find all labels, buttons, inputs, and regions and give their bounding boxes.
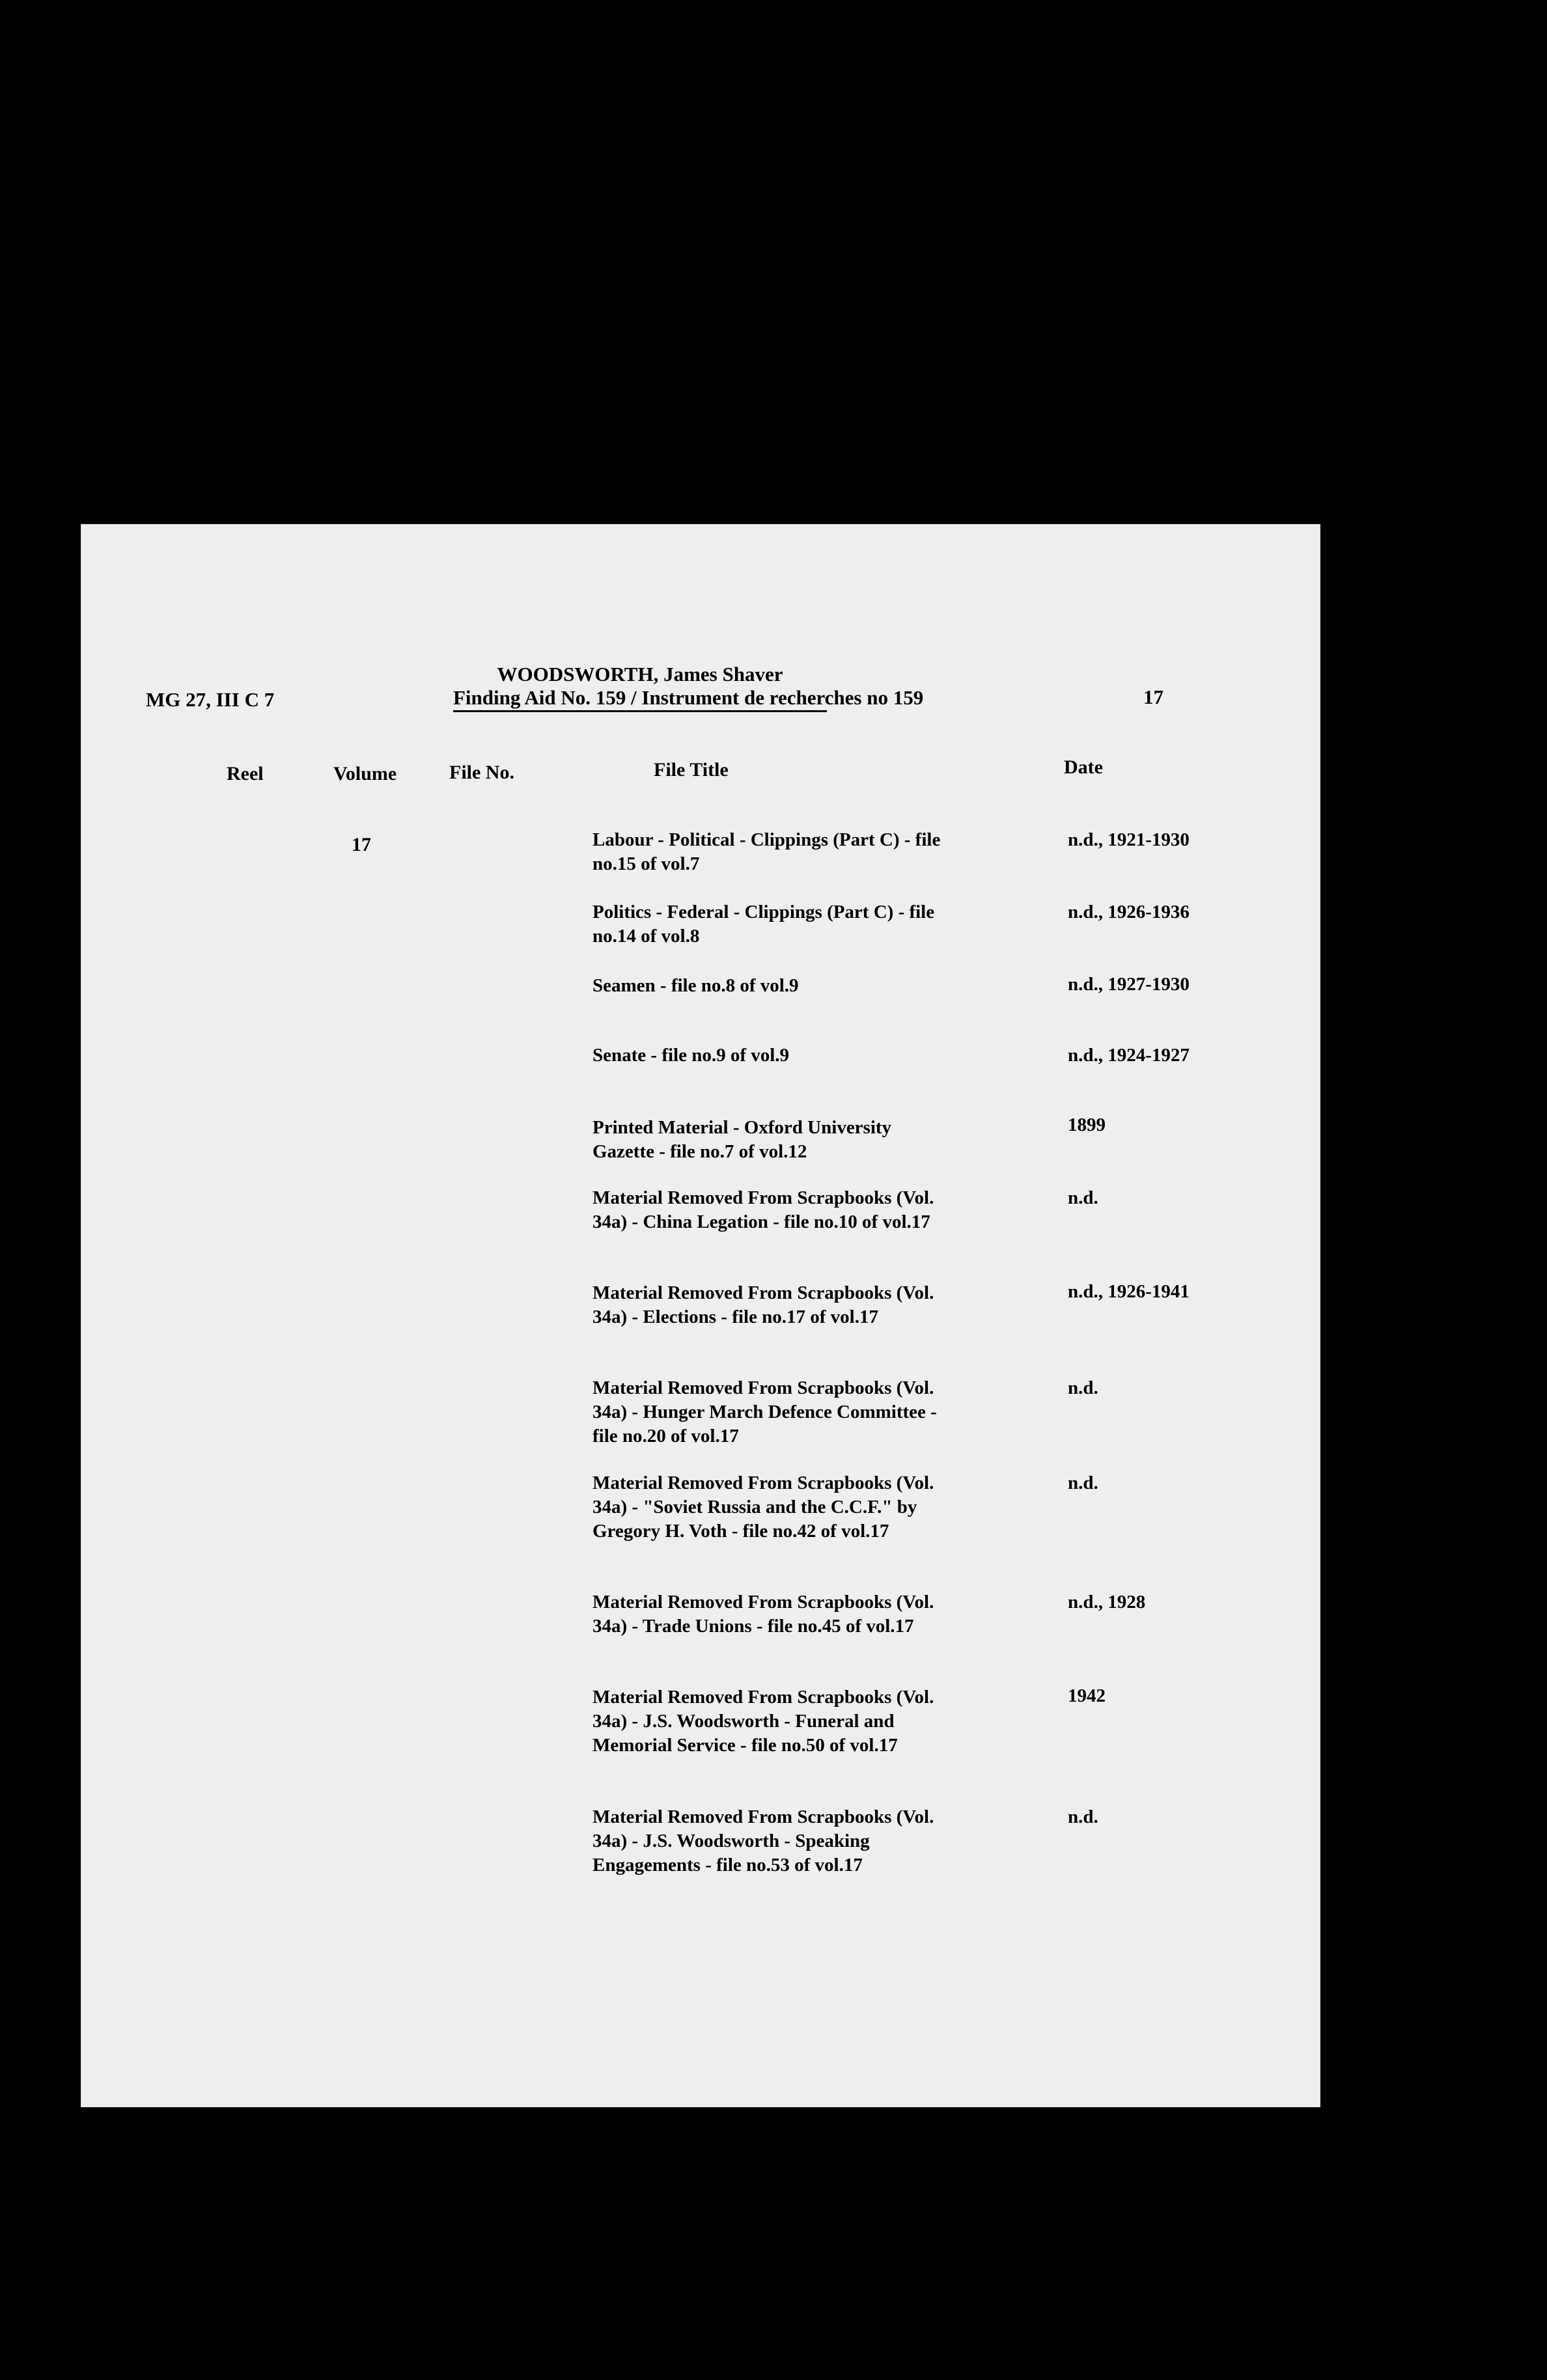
entry-date: n.d. [1068,1473,1098,1493]
entry-date: n.d., 1926-1936 [1068,902,1190,922]
entry-title: Material Removed From Scrapbooks (Vol. 34a) - Trade Unions - file no.45 of vol.17 [592,1592,934,1637]
entry-title: Material Removed From Scrapbooks (Vol. 34a) - Elections - file no.17 of vol.17 [592,1282,934,1327]
entry-title: Material Removed From Scrapbooks (Vol. 34a) - J.S. Woodsworth - Funeral and Memorial Service - file no.50 of vol.17 [592,1687,934,1756]
entry-date: n.d., 1928 [1068,1592,1146,1612]
column-header-file-no: File No. [449,762,514,783]
finding-aid-title: Finding Aid No. 159 / Instrument de recherches no 159 [453,686,827,712]
entry-title: Politics - Federal - Clippings (Part C) - file no.14 of vol.8 [592,902,935,947]
entry-date: n.d., 1927-1930 [1068,974,1190,995]
entry-date: n.d., 1924-1927 [1068,1045,1190,1066]
column-header-volume: Volume [333,763,397,784]
entry-date: 1899 [1068,1114,1106,1135]
volume-number: 17 [352,834,371,855]
entry-date: n.d. [1068,1187,1098,1208]
entry-title: Material Removed From Scrapbooks (Vol. 34a) - Hunger March Defence Committee - file no.20 of vol.17 [592,1377,937,1446]
entry-title: Material Removed From Scrapbooks (Vol. 34a) - J.S. Woodsworth - Speaking Engagements - file no.53 of vol.17 [592,1806,934,1875]
fonds-reference: MG 27, III C 7 [146,688,275,711]
creator-name: WOODSWORTH, James Shaver [497,663,783,685]
entry-title: Material Removed From Scrapbooks (Vol. 34a) - China Legation - file no.10 of vol.17 [592,1187,934,1232]
entry-date: n.d., 1926-1941 [1068,1281,1190,1302]
entry-title: Printed Material - Oxford University Gazette - file no.7 of vol.12 [592,1117,892,1162]
entry-date: 1942 [1068,1685,1106,1706]
entry-date: n.d., 1921-1930 [1068,829,1190,850]
entry-title: Material Removed From Scrapbooks (Vol. 34a) - "Soviet Russia and the C.C.F." by Gregory H. Voth - file no.42 of vol.17 [592,1473,934,1542]
column-header-reel: Reel [227,763,264,784]
document-title-block [453,663,924,712]
entry-date: n.d. [1068,1377,1098,1398]
column-header-date: Date [1064,756,1103,778]
entry-title: Labour - Political - Clippings (Part C) - file no.15 of vol.7 [592,829,941,874]
entry-date: n.d. [1068,1806,1098,1827]
entry-title: Seamen - file no.8 of vol.9 [592,975,799,996]
column-header-file-title: File Title [654,759,729,781]
page-number: 17 [1143,685,1164,708]
entry-title: Senate - file no.9 of vol.9 [592,1045,790,1066]
